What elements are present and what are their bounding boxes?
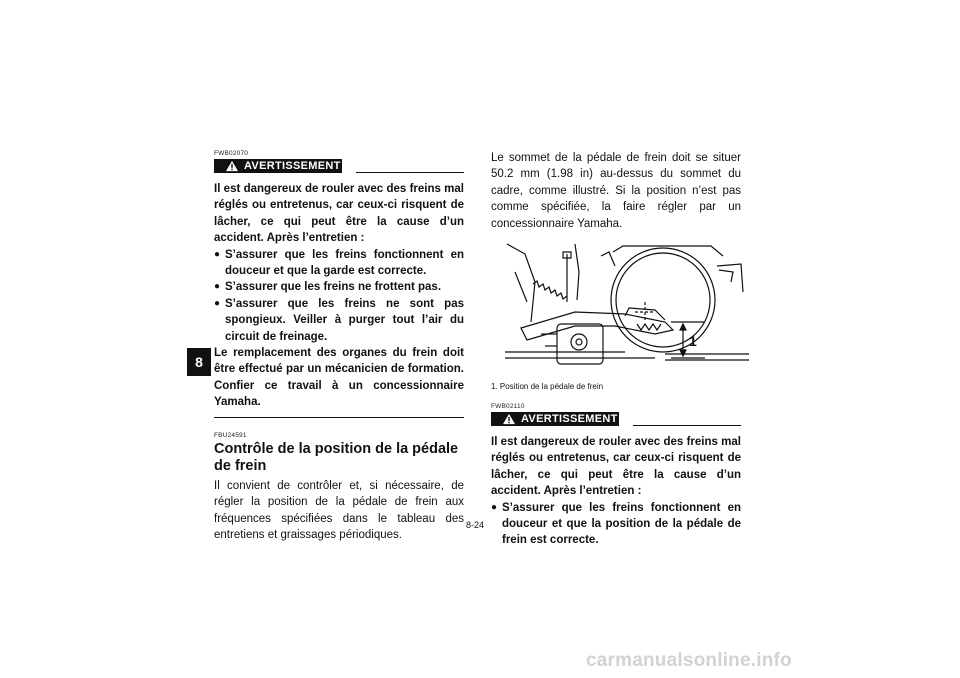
- figure-callout: 1: [689, 333, 697, 350]
- section-code: FBU24591: [214, 431, 247, 439]
- section-title: Contrôle de la position de la pédale de frein: [214, 440, 459, 474]
- bullet-dot-icon: ●: [491, 501, 498, 513]
- warning-rule: [356, 172, 464, 173]
- page-number: 8-24: [466, 520, 485, 530]
- warning-outro: Le remplacement des organes du frein doit être effectué par un mécanicien de formation. Confier ce travail à un concessionnaire Yamaha.: [214, 347, 464, 409]
- warning-intro: Il est dangereux de rouler avec des freins mal réglés ou entretenus, car ceux-ci risquent de lâcher, ce qui peut être la cause d’un accident. Après l’entretien :: [491, 436, 741, 498]
- warning-triangle-icon: [501, 413, 517, 425]
- right-column: [491, 150, 741, 549]
- warning-label-box: [214, 159, 342, 173]
- warning-code: FWB02070: [214, 150, 249, 157]
- bullet-dot-icon: ●: [214, 297, 221, 309]
- warning-header: [491, 412, 741, 427]
- brake-pedal-figure: [505, 242, 749, 378]
- section-body: Il convient de contrôler et, si nécessaire, de régler la position de la pédale de frein aux fréquences spécifiées dans le tableau des entretiens et graissages périodiques.: [214, 479, 464, 541]
- warning-code: FWB02110: [491, 403, 525, 411]
- warning-label: AVERTISSEMENT: [244, 160, 341, 172]
- warning-bullet: ● S’assurer que les freins fonctionnent en douceur et que la garde est correcte.: [214, 247, 464, 280]
- warning-bullet: ● S’assurer que les freins ne sont pas spongieux. Veiller à purger tout l’air du circuit de freinage.: [214, 296, 464, 345]
- figure-caption: 1. Position de la pédale de frein: [491, 382, 604, 392]
- warning-intro: Il est dangereux de rouler avec des freins mal réglés ou entretenus, car ceux-ci risquent de lâcher, ce qui peut être la cause d’un accident. Après l’entretien :: [214, 183, 464, 245]
- brake-position-paragraph: Le sommet de la pédale de frein doit se situer 50.2 mm (1.98 in) au-dessus du sommet du cadre, comme illustré. Si la position n’est pas comme spécifiée, la faire régler par un concessionnaire Yamaha.: [491, 152, 741, 230]
- warning-header: [214, 159, 464, 174]
- warning-label: AVERTISSEMENT: [521, 413, 618, 426]
- bullet-dot-icon: ●: [214, 281, 221, 293]
- warning-label-box: [491, 412, 619, 426]
- brake-pedal-illustration: [505, 242, 749, 378]
- warning-bullet: ● S’assurer que les freins fonctionnent en douceur et que la position de la pédale de frein est correcte.: [491, 500, 741, 549]
- warning-rule: [633, 425, 741, 426]
- warning-end-rule: [214, 417, 464, 418]
- warning-body: [214, 181, 464, 411]
- warning-triangle-icon: [224, 160, 240, 172]
- watermark: carmanualsonline.info: [586, 650, 792, 671]
- warning-body: [491, 434, 741, 549]
- bullet-dot-icon: ●: [214, 248, 221, 260]
- chapter-tab: 8: [187, 348, 211, 376]
- warning-bullet: ● S’assurer que les freins ne frottent pas.: [214, 279, 464, 295]
- left-column: [214, 150, 464, 543]
